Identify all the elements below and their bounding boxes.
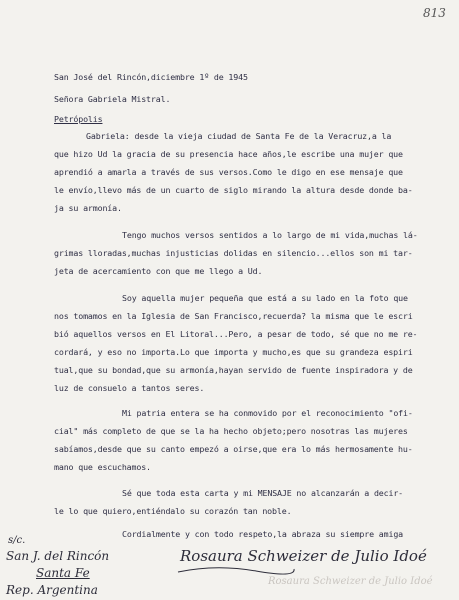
handwritten-address-line: Santa Fe	[36, 566, 90, 580]
body-line: Mi patria entera se ha conmovido por el reconocimiento "ofi-	[122, 408, 413, 418]
body-line: Sé que toda esta carta y mi MENSAJE no alcanzarán a decir-	[122, 488, 404, 498]
body-line: nos tomamos en la Iglesia de San Francisco,recuerda? la misma que le escri	[54, 311, 413, 321]
body-line: luz de consuelo a tantos seres.	[54, 383, 205, 393]
body-line: Tengo muchos versos sentidos a lo largo de mi vida,muchas lá-	[122, 230, 418, 240]
body-line: grimas lloradas,muchas injusticias dolidas en silencio...ellos son mi tar-	[54, 248, 413, 258]
body-line: jeta de acercamiento con que me llego a Ud.	[54, 266, 263, 276]
body-line: aprendió a amarla a través de sus versos.Como le digo en ese mensaje que	[54, 167, 403, 177]
body-line: tual,que su bondad,que su armonía,hayan servido de fuente inspiradora y de	[54, 365, 413, 375]
body-line: bió aquellos versos en El Litoral...Pero, a pesar de todo, sé que no me re-	[54, 329, 418, 339]
handwritten-note: s/c.	[8, 535, 26, 546]
page-number: 813	[423, 6, 446, 20]
body-line: Cordialmente y con todo respeto,la abraza su siempre amiga	[122, 529, 404, 539]
signature-flourish	[176, 566, 296, 576]
body-line: cial" más completo de que se la ha hecho objeto;pero nosotras las mujeres	[54, 426, 408, 436]
city: Petrópolis	[54, 114, 103, 124]
body-line: sabíamos,desde que su canto empezó a oirse,que era lo más hermosamente hu-	[54, 444, 413, 454]
signature: Rosaura Schweizer de Julio Idoé	[180, 547, 427, 565]
body-line: Gabriela: desde la vieja ciudad de Santa Fe de la Veracruz,a la	[86, 131, 392, 141]
body-line: ja su armonía.	[54, 203, 122, 213]
place-date: San José del Rincón,diciembre 1º de 1945	[54, 72, 248, 82]
body-line: mano que escuchamos.	[54, 462, 151, 472]
recipient: Señora Gabriela Mistral.	[54, 94, 171, 104]
body-line: Soy aquella mujer pequeña que está a su lado en la foto que	[122, 293, 408, 303]
body-line: le envío,llevo más de un cuarto de siglo mirando la altura desde donde ba-	[54, 185, 413, 195]
body-line: le lo que quiero,entiéndalo su corazón tan noble.	[54, 506, 292, 516]
handwritten-address-line: San J. del Rincón	[6, 549, 110, 563]
handwritten-address-line: Rep. Argentina	[6, 583, 98, 597]
body-line: cordará, y eso no importa.Lo que importa y mucho,es que su grandeza espiri	[54, 347, 413, 357]
faint-stamp-signature: Rosaura Schweizer de Julio Idoé	[268, 576, 433, 587]
body-line: que hizo Ud la gracia de su presencia hace años,le escribe una mujer que	[54, 149, 403, 159]
